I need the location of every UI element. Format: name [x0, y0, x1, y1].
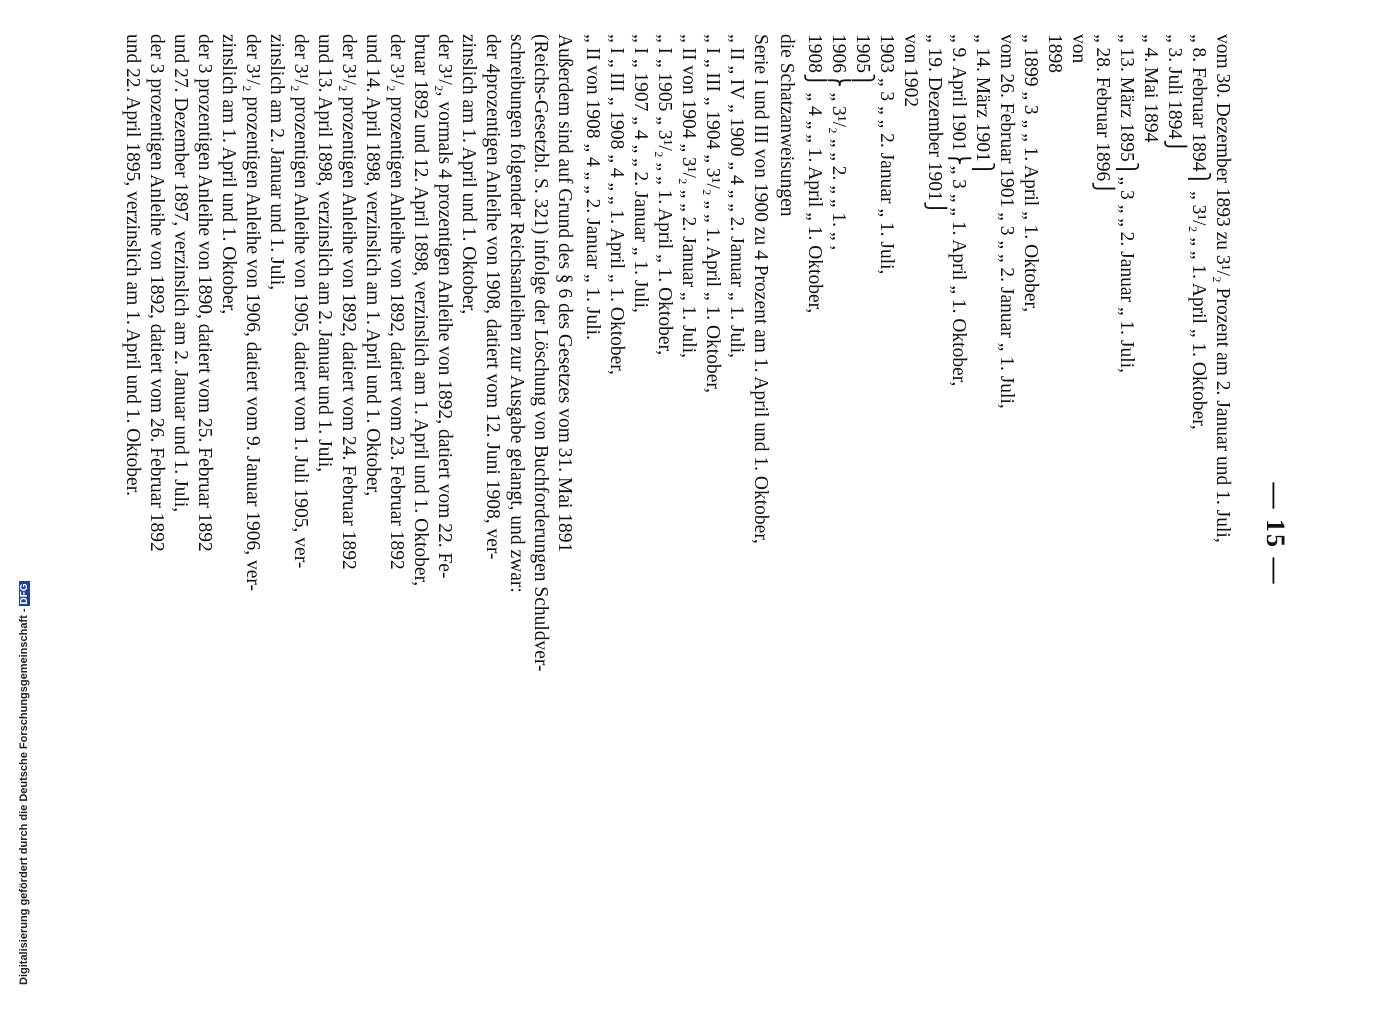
text-line: von 1902	[900, 34, 921, 108]
page-number: — 15 —	[1261, 482, 1290, 586]
text-line: „ 1899 „ 3 „ „ 1. April „ 1. Oktober,	[1020, 34, 1041, 313]
text-line: „ II „ IV „ 1900 „ 4 „ „ 2. Januar „ 1. Juli,	[726, 34, 747, 358]
footer-text: Digitalisierung gefördert durch die Deutsche Forschungsgemeinschaft -	[18, 608, 30, 985]
text-line: „ I „ 1907 „ 4 „ „ 2. Januar „ 1. Juli,	[630, 34, 651, 313]
text-line: 1905⎫	[852, 34, 873, 88]
text-line: der 3¹/₂, vormals 4 prozentigen Anleihe von 1892, datiert vom 22. Fe-	[434, 34, 455, 579]
text-line: „ I „ 1905 „ 3¹/₂ „ „ 1. April „ 1. Oktober,	[654, 34, 675, 356]
text-line: der 3 prozentigen Anleihe von 1890, datiert vom 25. Februar 1892	[194, 34, 215, 552]
text-line: und 13. April 1898, verzinslich am 2. Januar und 1. Juli,	[314, 34, 335, 473]
text-line: „ 9. April 1901⎬„ 3 „ „ 1. April „ 1. Oktober,	[948, 34, 969, 387]
text-line: der 3¹/₂ prozentigen Anleihe von 1905, datiert vom 1. Juli 1905, ver-	[290, 34, 311, 569]
text-line: der 3¹/₂ prozentigen Anleihe von 1906, datiert vom 9. Januar 1906, ver-	[242, 34, 263, 592]
text-line: „ I „ III „ 1904 „ 3¹/₂ „ „ 1. April „ 1. Oktober,	[702, 34, 723, 393]
text-line: „ 19. Dezember 1901⎭	[924, 34, 945, 216]
text-line: Serie I und III von 1900 zu 4 Prozent am 1. April und 1. Oktober,	[750, 34, 771, 544]
text-line: von	[1068, 34, 1089, 64]
text-line: und 27. Dezember 1897, verzinslich am 2. Januar und 1. Juli,	[170, 34, 191, 513]
digitization-footer	[18, 0, 38, 985]
text-line: vom 26. Februar 1901 „ 3 „ „ 2. Januar „ 1. Juli,	[996, 34, 1017, 409]
text-line: 1903 „ 3 „ „ 2. Januar „ 1. Juli,	[876, 34, 897, 275]
text-line: Außerdem sind auf Grund des § 6 des Gesetzes vom 31. Mai 1891	[554, 34, 575, 553]
text-line: „ 4. Mai 1894	[1140, 34, 1161, 143]
text-line: der 3¹/₂ prozentigen Anleihe von 1892, datiert vom 23. Februar 1892	[386, 34, 407, 570]
text-line: der 3 prozentigen Anleihe von 1892, datiert vom 26. Februar 1892	[146, 34, 167, 552]
text-line: schreibungen folgender Reichsanleihen zur Ausgabe gelangt, und zwar:	[506, 34, 527, 593]
text-line: zinslich am 1. April und 1. Oktober,	[458, 34, 479, 315]
text-line: und 14. April 1898, verzinslich am 1. April und 1. Oktober,	[362, 34, 383, 497]
text-line: und 22. April 1895, verzinslich am 1. April und 1. Oktober.	[122, 34, 143, 496]
text-line: „ 14. März 1901⎫	[972, 34, 993, 177]
text-line: zinslich am 1. April und 1. Oktober,	[218, 34, 239, 315]
text-line: zinslich am 2. Januar und 1. Juli,	[266, 34, 287, 291]
text-line: vom 30. Dezember 1893 zu 3¹/₂ Prozent am 2. Januar und 1. Juli,	[1212, 34, 1233, 543]
text-line: „ I „ III „ 1908 „ 4 „ „ 1. April „ 1. Oktober,	[606, 34, 627, 375]
document-page	[0, 34, 1290, 1034]
dfg-logo: DFG	[19, 583, 30, 605]
text-line: (Reichs-Gesetzbl. S. 321) infolge der Löschung von Buchforderungen Schuldver-	[530, 34, 551, 672]
text-line: bruar 1892 und 12. April 1898, verzinslich am 1. April und 1. Oktober,	[410, 34, 431, 587]
text-line: die Schatzanweisungen	[776, 34, 797, 217]
text-line: „ II von 1908 „ 4 „ „ 2. Januar „ 1. Juli.	[582, 34, 603, 340]
text-line: „ 3. Juli 1894⎭	[1164, 34, 1185, 154]
text-line: der 4prozentigen Anleihe von 1908, datiert vom 12. Juni 1908, ver-	[482, 34, 503, 560]
text-line: „ 28. Februar 1896⎭	[1092, 34, 1113, 196]
text-line: 1908⎭ „ 4 „ „ 1. April „ 1. Oktober,	[804, 34, 825, 314]
text-line: der 3¹/₂ prozentigen Anleihe von 1892, datiert vom 24. Februar 1892	[338, 34, 359, 570]
text-line: „ II von 1904 „ 3¹/₂ „ „ 2. Januar „ 1. Juli,	[678, 34, 699, 359]
text-line: „ 8. Februar 1894⎫ „ 3¹/₂ „ „ 1. April „ 1. Oktober,	[1188, 34, 1209, 430]
text-line: 1906⎬ „ 3¹/₂ „ „ 2. „ „ 1. „ ,	[828, 34, 849, 251]
text-line: „ 13. März 1895⎫„ 3 „ „ 2. Januar „ 1. Juli,	[1116, 34, 1137, 373]
text-line: 1898	[1044, 34, 1065, 73]
